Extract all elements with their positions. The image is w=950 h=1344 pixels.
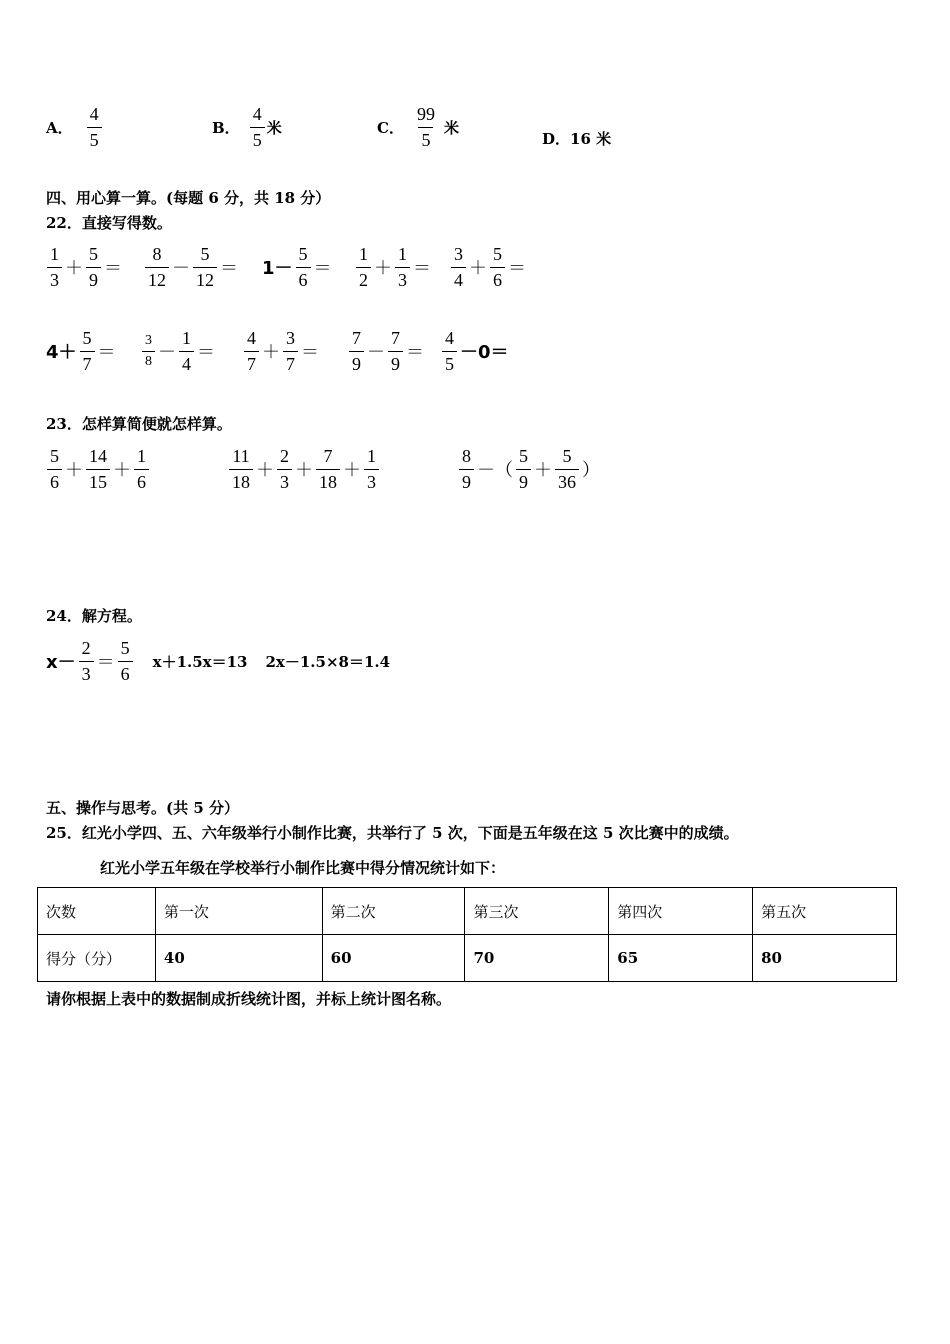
- denominator: 18: [316, 469, 340, 493]
- numerator: 5: [200, 244, 210, 264]
- numerator: 5: [562, 446, 572, 466]
- numerator: 2: [280, 446, 289, 466]
- q22-r2-e1: [45, 328, 117, 374]
- numerator: 7: [323, 446, 333, 466]
- fraction: [364, 446, 379, 492]
- numerator: 1: [359, 244, 368, 264]
- denominator: 6: [490, 267, 505, 291]
- numerator: 4: [89, 104, 99, 124]
- fraction: [179, 328, 194, 374]
- numerator: 7: [352, 328, 361, 348]
- row-label: 得分（分）: [38, 935, 156, 982]
- section-4-title: 四、用心算一算。(每题 6 分，共 18 分）: [46, 189, 331, 207]
- denominator: 9: [388, 351, 403, 375]
- option-a-fraction: [87, 104, 102, 150]
- fraction: [134, 446, 149, 492]
- fraction: [442, 328, 457, 374]
- equals: ＝: [413, 258, 431, 280]
- q24-equations: [45, 638, 390, 684]
- operator: ＋: [534, 460, 552, 482]
- numerator: 4: [252, 104, 262, 124]
- operator: ＋: [65, 258, 83, 280]
- q22-title: 22．直接写得数。: [46, 214, 172, 232]
- equation-3: 2x－1.5×8＝1.4: [265, 652, 391, 671]
- denominator: 6: [296, 267, 311, 291]
- option-d[interactable]: [542, 128, 611, 149]
- numerator: 4: [247, 328, 256, 348]
- option-a-letter: A．: [46, 118, 73, 137]
- fraction: [283, 328, 298, 374]
- fraction: [451, 244, 466, 290]
- denominator: 9: [516, 469, 531, 493]
- denominator: 6: [47, 469, 62, 493]
- q23-expr-3: [457, 446, 601, 492]
- operator: －（: [477, 460, 513, 482]
- fraction: [47, 446, 62, 492]
- q22-r2-e3: [242, 328, 320, 374]
- fraction: [142, 333, 155, 370]
- denominator: 2: [356, 267, 371, 291]
- denominator: 7: [80, 351, 95, 375]
- equals: ＝: [97, 342, 116, 364]
- header-cell: 第四次: [609, 888, 753, 935]
- fraction: [316, 446, 340, 492]
- option-a[interactable]: [46, 104, 104, 150]
- fraction: [79, 638, 94, 684]
- numerator: 1: [137, 446, 146, 466]
- denominator: 5: [418, 127, 433, 151]
- denominator: 5: [442, 351, 457, 375]
- fraction: [47, 244, 62, 290]
- denominator: 12: [145, 267, 169, 291]
- numerator: 5: [50, 446, 59, 466]
- equals: ＝: [220, 258, 238, 280]
- numerator: 5: [120, 638, 130, 658]
- q22-r1-e4: [354, 244, 432, 290]
- numerator: 1: [182, 328, 191, 348]
- score-cell: 40: [155, 935, 322, 982]
- score-cell: 60: [322, 935, 465, 982]
- denominator: 36: [555, 469, 579, 493]
- numerator: 3: [286, 328, 295, 348]
- fraction: [244, 328, 259, 374]
- fraction: [349, 328, 364, 374]
- denominator: 15: [86, 469, 110, 493]
- numerator: 8: [462, 446, 471, 466]
- denominator: 6: [134, 469, 149, 493]
- fraction: [388, 328, 403, 374]
- eq1-prefix: x－: [46, 652, 76, 674]
- q24-title: 24．解方程。: [46, 607, 142, 625]
- q23-title: 23．怎样算简便就怎样算。: [46, 415, 232, 433]
- q22-r1-e3: [261, 244, 333, 290]
- score-table: [37, 887, 897, 982]
- denominator: 9: [459, 469, 474, 493]
- header-cell: 第二次: [322, 888, 465, 935]
- denominator: 6: [118, 661, 133, 685]
- equals: ＝: [104, 258, 122, 280]
- denominator: 18: [229, 469, 253, 493]
- option-d-text: 16 米: [570, 130, 612, 148]
- close-paren: ）: [582, 460, 600, 482]
- denominator: 3: [79, 661, 94, 685]
- numerator: 5: [82, 328, 92, 348]
- operator: ＋: [374, 258, 392, 280]
- q25-instruction: 请你根据上表中的数据制成折线统计图，并标上统计图名称。: [46, 990, 452, 1008]
- suffix: －0＝: [460, 342, 509, 364]
- q23-expr-1: [45, 446, 151, 492]
- operator: ＋: [469, 258, 487, 280]
- equals: ＝: [197, 342, 215, 364]
- operator: －: [367, 342, 385, 364]
- option-b-letter: B．: [212, 118, 240, 137]
- fraction: [86, 244, 101, 290]
- denominator: 7: [283, 351, 298, 375]
- denominator: 3: [47, 267, 62, 291]
- fraction: [516, 446, 531, 492]
- q22-r1-e1: [45, 244, 123, 290]
- denominator: 3: [277, 469, 292, 493]
- table-caption: 红光小学五年级在学校举行小制作比赛中得分情况统计如下：: [100, 859, 506, 877]
- denominator: 4: [451, 267, 466, 291]
- fraction: [229, 446, 253, 492]
- option-d-letter: D．: [542, 130, 571, 148]
- q22-r1-e5: [449, 244, 527, 290]
- header-cell: 第一次: [155, 888, 322, 935]
- numerator: 8: [152, 244, 162, 264]
- numerator: 99: [416, 104, 435, 124]
- header-cell: 第三次: [465, 888, 609, 935]
- option-b-fraction: [250, 104, 265, 150]
- numerator: 1: [50, 244, 59, 264]
- numerator: 11: [232, 446, 250, 466]
- numerator: 3: [454, 244, 463, 264]
- fraction: [555, 446, 579, 492]
- option-c-fraction: [414, 104, 438, 150]
- operator: ＋: [256, 460, 274, 482]
- fraction: [296, 244, 311, 290]
- prefix: 1－: [262, 258, 293, 280]
- q22-r2-e2: [140, 328, 216, 374]
- score-cell: 70: [465, 935, 609, 982]
- score-cell: 80: [753, 935, 897, 982]
- fraction: [356, 244, 371, 290]
- option-b-unit: 米: [266, 118, 282, 137]
- operator: ＋: [343, 460, 361, 482]
- fraction: [145, 244, 169, 290]
- equals: ＝: [96, 652, 115, 674]
- numerator: 5: [493, 244, 502, 264]
- section-5-title: 五、操作与思考。(共 5 分）: [46, 799, 239, 817]
- operator: ＋: [113, 460, 131, 482]
- numerator: 1: [367, 446, 376, 466]
- q25-title: 25．红光小学四、五、六年级举行小制作比赛，共举行了 5 次，下面是五年级在这 5 次比赛中的成绩。: [46, 824, 739, 842]
- fraction: [193, 244, 217, 290]
- numerator: 2: [81, 638, 91, 658]
- denominator: 3: [364, 469, 379, 493]
- fraction: [118, 638, 133, 684]
- option-b[interactable]: [212, 104, 282, 150]
- equation-2: x＋1.5x＝13: [152, 652, 248, 671]
- operator: ＋: [295, 460, 313, 482]
- equals: ＝: [508, 258, 526, 280]
- equals: ＝: [313, 258, 332, 280]
- q22-r2-e5: [440, 328, 510, 374]
- fraction: [395, 244, 410, 290]
- fraction: [459, 446, 474, 492]
- denominator: 4: [179, 351, 194, 375]
- operator: －: [172, 258, 190, 280]
- header-cell: 第五次: [753, 888, 897, 935]
- equals: ＝: [406, 342, 424, 364]
- numerator: 3: [145, 332, 152, 348]
- numerator: 4: [445, 328, 454, 348]
- q22-r1-e2: [143, 244, 239, 290]
- option-c[interactable]: [377, 104, 459, 150]
- denominator: 9: [86, 267, 101, 291]
- table-header-row: [38, 888, 897, 935]
- denominator: 3: [395, 267, 410, 291]
- fraction: [490, 244, 505, 290]
- numerator: 5: [298, 244, 308, 264]
- denominator: 9: [349, 351, 364, 375]
- operator: ＋: [262, 342, 280, 364]
- q22-r2-e4: [347, 328, 425, 374]
- numerator: 14: [89, 446, 107, 466]
- operator: －: [158, 342, 176, 364]
- denominator: 5: [250, 127, 265, 151]
- numerator: 5: [89, 244, 98, 264]
- fraction: [80, 328, 95, 374]
- numerator: 7: [391, 328, 400, 348]
- option-c-unit: 米: [443, 118, 459, 137]
- numerator: 1: [398, 244, 407, 264]
- table-row: [38, 935, 897, 982]
- denominator: 12: [193, 267, 217, 291]
- header-cell: 次数: [38, 888, 156, 935]
- denominator: 8: [142, 351, 155, 370]
- denominator: 7: [244, 351, 259, 375]
- operator: ＋: [65, 460, 83, 482]
- fraction: [277, 446, 292, 492]
- prefix: 4＋: [46, 342, 77, 364]
- equals: ＝: [301, 342, 319, 364]
- q23-expr-2: [227, 446, 381, 492]
- numerator: 5: [519, 446, 528, 466]
- score-cell: 65: [609, 935, 753, 982]
- fraction: [86, 446, 110, 492]
- option-c-letter: C．: [377, 118, 404, 137]
- denominator: 5: [87, 127, 102, 151]
